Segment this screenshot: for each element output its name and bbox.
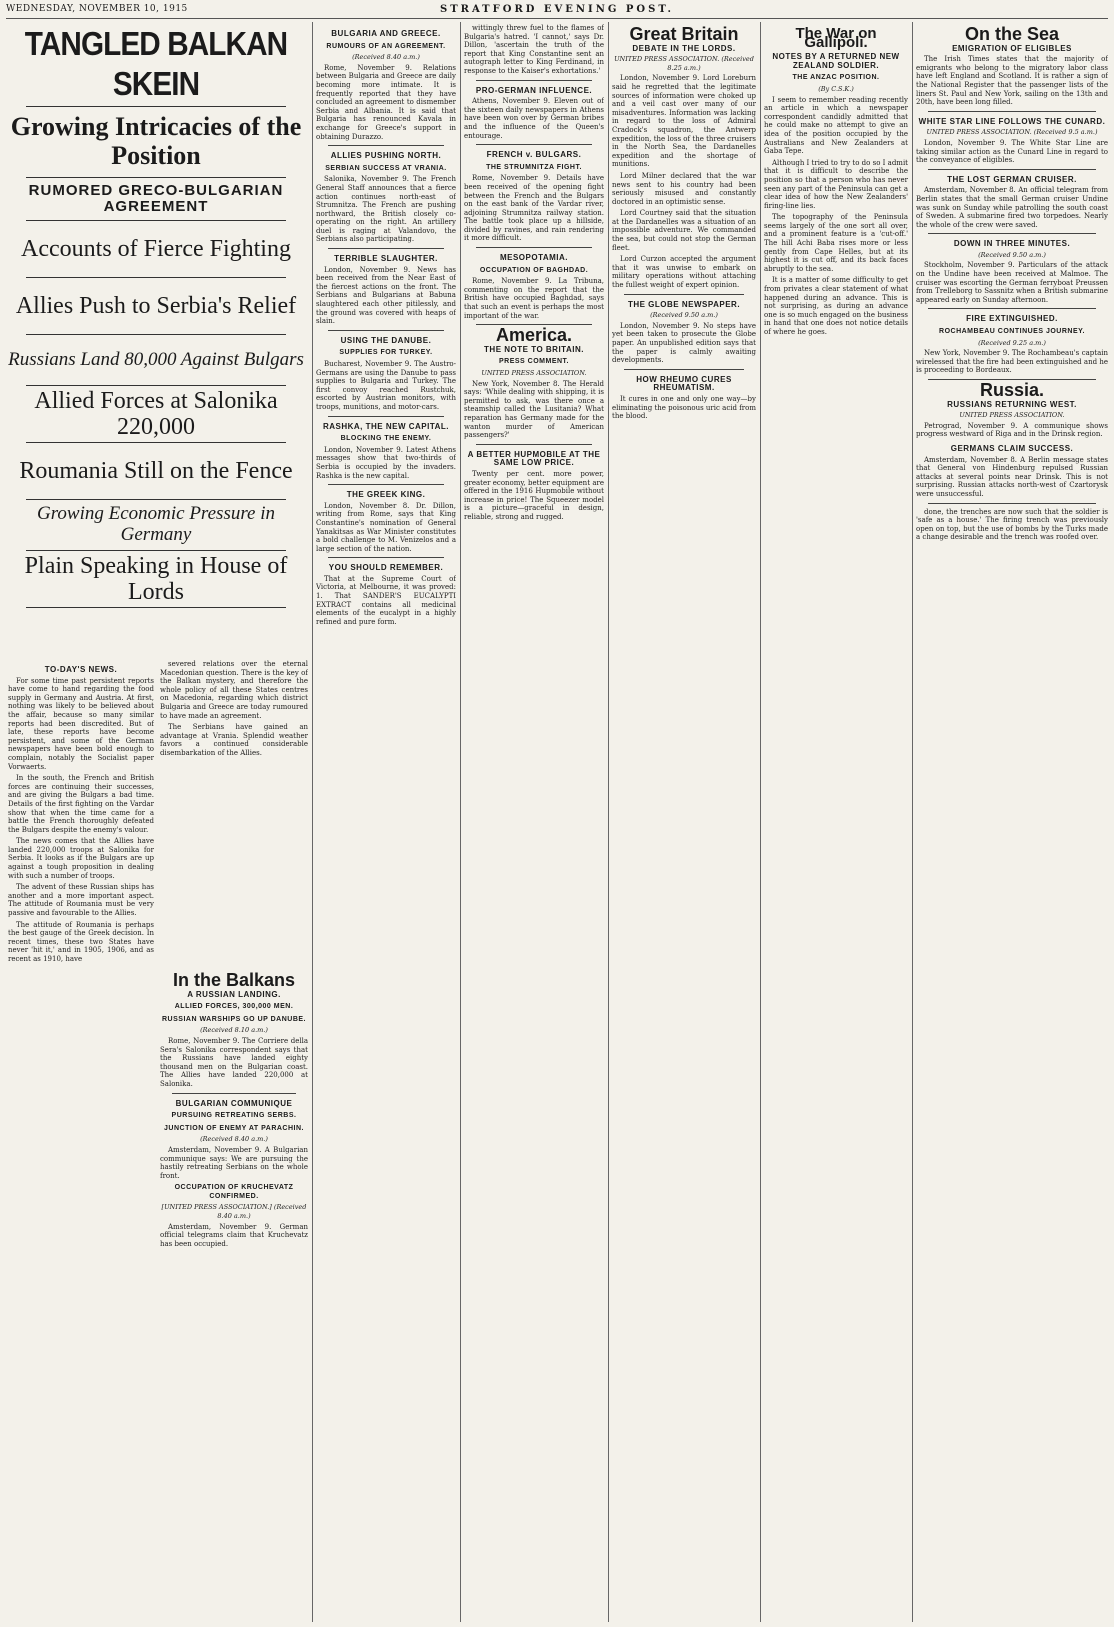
- headline: WHITE STAR LINE FOLLOWS THE CUNARD.: [918, 116, 1106, 126]
- headline: BULGARIAN COMMUNIQUE: [175, 1098, 293, 1108]
- headline: BULGARIA AND GREECE.: [331, 29, 441, 38]
- wire-credit: UNITED PRESS ASSOCIATION.: [481, 369, 587, 377]
- subheadline: JUNCTION OF ENEMY AT PARACHIN.: [164, 1124, 304, 1132]
- gallipoli-column: [764, 24, 908, 1624]
- article-paragraph: Stockholm, November 9. Particulars of the attack on the Undine have been received at Malmoe. The cruiser was escorting the German ferryboat Preussen from Trelleborg to Sassnitz when a British submarine appeared early on Sunday afternoon.: [916, 261, 1108, 304]
- received-time: UNITED PRESS ASSOCIATION. (Received 8.25 a.m.): [614, 55, 754, 72]
- advert-headline: HOW RHEUMO CURES RHEUMATISM.: [636, 374, 732, 393]
- lead-deck: Growing Intricacies of the Position: [10, 112, 302, 170]
- lead-story: [6, 24, 306, 610]
- advert-text: Twenty per cent. more power, greater economy, better equipment are offered in the 1916 Hupmobile without increase in price! The Squeezer model is a picture—graceful in design, reliable, strong and rugged.: [464, 469, 604, 521]
- section-title: On the Sea: [964, 24, 1060, 44]
- headline: RUSSIANS RETURNING WEST.: [947, 399, 1077, 409]
- headline: RASHKA, THE NEW CAPITAL.: [322, 421, 450, 431]
- headline: DEBATE IN THE LORDS.: [632, 43, 736, 53]
- masthead: [6, 4, 1108, 19]
- article-paragraph: Although I tried to try to do so I admit that it is difficult to describe the position so that a person who has never seen any part of the Peninsula can get a clear idea of how the New Zealanders' firing-line lies.: [764, 158, 908, 210]
- great-britain-column: [612, 24, 756, 1624]
- article-paragraph: For some time past persistent reports have come to hand regarding the food supply in Germany and Austria. At first, nothing was likely to be believed about the affair, because so many similar reports had been discredited. But of late, these reports have become persistent, and some of the German newspapers have been bold enough to complain, notably the Socialist paper Vorwaerts.: [8, 676, 154, 771]
- article-paragraph: London, November 9. No steps have yet been taken to prosecute the Globe paper. An unpublished edition says that the paper is calmly awaiting developments.: [612, 321, 756, 365]
- on-the-sea-column: [916, 24, 1108, 1624]
- subheadline: THE STRUMNITZA FIGHT.: [486, 163, 582, 171]
- lead-deck: Plain Speaking in House of Lords: [24, 552, 288, 605]
- headline: THE NOTE TO BRITAIN.: [484, 344, 584, 354]
- article-paragraph: Amsterdam, November 9. A Bulgarian communique says: We are pursuing the hastily retreating Serbians on the whole front.: [160, 1145, 308, 1180]
- article-paragraph: severed relations over the eternal Macedonian question. There is the key of the Balkan mystery, and therefore the whole policy of all these States centres on Macedonia, regarding which district Bulgaria and Greece are today rumoured to have made an agreement.: [160, 660, 308, 720]
- advert-headline: A BETTER HUPMOBILE AT THE SAME LOW PRICE.: [467, 449, 601, 468]
- headline: USING THE DANUBE.: [340, 335, 432, 345]
- subheadline: PURSUING RETREATING SERBS.: [171, 1112, 297, 1120]
- article-paragraph: Salonika, November 9. The French General Staff announces that a fierce action continues north-east of Strumnitza. The French are pushing northward, the British closely co-operating on the right. An artillery duel is raging at Valandovo, the Serbians also participating.: [316, 175, 456, 244]
- article-paragraph: In the south, the French and British forces are continuing their successes, and are giving the Bulgars a bad time. Details of the first fighting on the Vardar show that when the time came for a battle the French thoroughly defeated the Bulgars despite the enemy's valour.: [8, 774, 154, 834]
- article-paragraph: Amsterdam, November 8. A Berlin message states that General von Hindenburg repulsed Russian attacks at several points near Drinsk. This is not surprising. Russian attacks north-west of Czartorysk were unsuccessful.: [916, 455, 1108, 498]
- article-paragraph: That at the Supreme Court of Victoria, at Melbourne, it was proved: 1. That SANDER'S EUCALYPTI EXTRACT contains all medicinal elements of the eucalypt in a highly refined and pure form.: [316, 574, 456, 626]
- article-paragraph: London, November 9. The White Star Line are taking similar action as the Cunard Line in regard to the conveyance of eligibles.: [916, 138, 1108, 165]
- section-heading: TO-DAY'S NEWS.: [44, 665, 118, 674]
- headline: EMIGRATION OF ELIGIBLES: [952, 43, 1072, 53]
- article-paragraph: The attitude of Roumania is perhaps the best gauge of the Greek decision. In recent times, these two States have never 'hit it,' and in 1905, 1906, and as recent as 1910, have: [8, 920, 154, 963]
- newspaper-title: STRATFORD EVENING POST.: [440, 4, 674, 15]
- headline: A RUSSIAN LANDING.: [187, 989, 281, 999]
- article-paragraph: The advent of these Russian ships has another and a more important aspect. The attitude of Roumania must be very passive and favourable to the Allies.: [8, 883, 154, 918]
- received-time: (Received 9.50 a.m.): [650, 311, 718, 320]
- column-divider: [608, 22, 609, 1622]
- article-paragraph: Petrograd, November 9. A communique shows progress westward of Riga and in the Drinsk region.: [916, 421, 1108, 439]
- article-paragraph: The Serbians have gained an advantage at Vrania. Splendid weather favors a continued considerable disembarkation of the Allies.: [160, 723, 308, 757]
- advert-text: It cures in one and only one way—by eliminating the poisonous uric acid from the blood.: [612, 394, 756, 421]
- subheadline: SUPPLIES FOR TURKEY.: [339, 349, 433, 357]
- column-divider: [912, 22, 913, 1622]
- headline: YOU SHOULD REMEMBER.: [328, 563, 444, 573]
- article-paragraph: London, November 9. Latest Athens messages show that two-thirds of Serbia is occupied by the invaders. Rashka is the new capital.: [316, 445, 456, 480]
- column-divider: [760, 22, 761, 1622]
- article-paragraph: Lord Curzon accepted the argument that it was unwise to embark on military operations without attaching the fullest weight of expert opinion.: [612, 255, 756, 290]
- article-paragraph: London, November 9. News has been received from the Near East of the fiercest actions on the front. The Serbians and Bulgarians at Babuna slaughtered each other pitilessly, and the ground was covered with heaps of slain.: [316, 265, 456, 326]
- subheadline: PRESS COMMENT.: [498, 358, 569, 366]
- section-title: Great Britain: [629, 24, 739, 44]
- received-time: (Received 8.40 a.m.): [200, 1135, 268, 1144]
- article-paragraph: New York, November 9. The Rochambeau's captain wirelessed that the fire had been extinguished and he is proceeding to Bordeaux.: [916, 349, 1108, 375]
- article-paragraph: The topography of the Peninsula seems largely of the one sort all over, and a prominent feature is a 'cut-off.' The hill Achi Baba rises more or less gently from Cape Helles, but at its highest it is cut off, and its back faces abruptly to the sea.: [764, 213, 908, 273]
- wire-credit: UNITED PRESS ASSOCIATION.: [959, 411, 1065, 420]
- article-paragraph: Rome, November 9. Details have been received of the opening fight between the French and the Bulgars on the east bank of the Vardar river, adjoining Strumnitza railway station. The battle took place up a hillside, divided by ravines, and rain rendering it more difficult.: [464, 174, 604, 243]
- lead-deck: Roumania Still on the Fence: [19, 457, 293, 484]
- received-time: (Received 8.40 a.m.): [352, 53, 420, 62]
- article-paragraph: I seem to remember reading recently an article in which a newspaper correspondent candidly admitted that he could make no attempt to give an idea of the position occupied by the Australians and New Zealanders at Gaba Tepe.: [764, 95, 908, 156]
- headline: THE GREEK KING.: [346, 490, 426, 500]
- lead-deck: Accounts of Fierce Fighting: [21, 235, 291, 262]
- issue-date: WEDNESDAY, NOVEMBER 10, 1915: [6, 4, 188, 14]
- headline: ALLIES PUSHING NORTH.: [330, 151, 442, 161]
- todays-news-column: [8, 660, 154, 1620]
- column-divider: [460, 22, 461, 1622]
- received-time: (Received 9.50 a.m.): [978, 250, 1046, 259]
- bulgaria-greece-column: [316, 24, 456, 1624]
- article-paragraph: It is a matter of some difficulty to get from privates a clear statement of what happened during an advance. This is not surprising, as during an advance one is so much engaged on the business in hand that one does not notice details of where he goes.: [764, 276, 908, 336]
- section-title: America.: [495, 325, 573, 346]
- article-paragraph: New York, November 8. The Herald says: 'While dealing with shipping, it is permitted to ask, was there once a steamship called the Lusitania? What reparation has Germany made for the wanton murder of American passengers?': [464, 379, 604, 440]
- article-paragraph: Bucharest, November 9. The Austro-Germans are using the Danube to pass supplies to Bulgaria and Turkey. The first convoy reached Rustchuk, escorted by Austrian monitors, with troops, munitions, and motor-cars.: [316, 360, 456, 411]
- headline: NOTES BY A RETURNED NEW ZEALAND SOLDIER.: [772, 52, 900, 70]
- column-divider: [312, 22, 313, 1622]
- article-paragraph: Lord Milner declared that the war news sent to his country had been seriously misused and constantly doctored in an optimistic sense.: [612, 171, 756, 206]
- section-title: Russia.: [979, 380, 1045, 400]
- article-paragraph: Lord Courtney said that the situation at the Dardanelles was a situation of an impossible adventure. We commanded the sea, but could not stop the German fleet.: [612, 209, 756, 252]
- subheadline: ROCHAMBEAU CONTINUES JOURNEY.: [939, 328, 1085, 336]
- received-time: (Received 9.25 a.m.): [978, 338, 1046, 347]
- byline: (By C.S.K.): [818, 84, 854, 93]
- article-paragraph: Rome, November 9. La Tribuna, commenting on the report that the British have occupied Baghdad, says that such an event is perhaps the most important of the war.: [464, 277, 604, 320]
- headline: THE LOST GERMAN CRUISER.: [947, 174, 1077, 184]
- headline: GERMANS CLAIM SUCCESS.: [950, 443, 1074, 453]
- subheadline: SERBIAN SUCCESS AT VRANIA.: [325, 164, 447, 172]
- subheadline: ALLIED FORCES, 300,000 MEN.: [174, 1003, 294, 1011]
- lead-deck: Allies Push to Serbia's Relief: [15, 292, 297, 319]
- headline: FIRE EXTINGUISHED.: [966, 314, 1058, 324]
- received-time: UNITED PRESS ASSOCIATION. (Received 9.5 a.m.): [926, 128, 1098, 137]
- article-paragraph: Amsterdam, November 9. German official telegrams claim that Kruchevatz has been occupied.: [160, 1222, 308, 1248]
- lead-deck: RUMORED GRECO-BULGARIAN AGREEMENT: [28, 181, 284, 215]
- article-paragraph: London, November 9. Lord Loreburn said he regretted that the legitimate sources of information were choked up and a veil cast over many of our misadventures. Information was lacking in regard to the loss of Admiral Cradock's squadron, the Antwerp expedition, the loss of the three cruisers in the North Sea, the Dardanelles expedition and the shortage of munitions.: [612, 74, 756, 169]
- balkans-column: [160, 970, 308, 1620]
- lead-deck: Allied Forces at Salonika 220,000: [34, 387, 278, 440]
- headline: TERRIBLE SLAUGHTER.: [334, 254, 438, 264]
- article-paragraph: Amsterdam, November 8. An official telegram from Berlin states that the small German cruiser Undine was sunk on Sunday while patrolling the south coast of Sweden. A submarine fired two torpedoes. Nearly the whole of the crew were saved.: [916, 186, 1108, 229]
- article-paragraph: The news comes that the Allies have landed 220,000 troops at Salonika for Serbia. It looks as if the Bulgars are up against a tough proposition in dealing with such a number of troops.: [8, 837, 154, 880]
- section-title: In the Balkans: [172, 970, 296, 990]
- article-paragraph: Athens, November 9. Eleven out of the sixteen daily newspapers in Athens have been won over by German bribes and the influence of the Queen's entourage.: [464, 97, 604, 140]
- article-paragraph: Rome, November 9. Relations between Bulgaria and Greece are daily becoming more intimate. It is frequently reported that they have concluded an agreement to dismember Serbia and Albania. It is said that Bulgaria has renounced Kavala in exchange for Greece's support in obtaining Durazzo.: [316, 63, 456, 141]
- headline: DOWN IN THREE MINUTES.: [953, 239, 1071, 249]
- article-paragraph: done, the trenches are now such that the soldier is 'safe as a house.' The firing trench was previously open on top, but the use of bombs by the Turks made a change desirable and the trench was roofed over.: [916, 507, 1108, 542]
- article-paragraph: London, November 8. Dr. Dillon, writing from Rome, says that King Constantine's nomination of General Yanakitsas as War Minister constitutes a bold challenge to M. Venizelos and a large section of the nation.: [316, 501, 456, 553]
- headline: THE GLOBE NEWSPAPER.: [627, 299, 741, 309]
- headline: FRENCH v. BULGARS.: [486, 150, 582, 160]
- lead-deck: Russians Land 80,000 Against Bulgars: [8, 348, 304, 370]
- subheadline: OCCUPATION OF KRUCHEVATZ CONFIRMED.: [174, 1184, 294, 1200]
- headline: PRO-GERMAN INFLUENCE.: [475, 85, 593, 95]
- column-three: [464, 24, 604, 1624]
- subheadline: RUMOURS OF AN AGREEMENT.: [326, 42, 446, 50]
- subheadline: OCCUPATION OF BAGHDAD.: [479, 266, 589, 274]
- section-title: The War on Gallipoli.: [795, 25, 877, 51]
- received-time: (Received 8.10 a.m.): [200, 1026, 268, 1035]
- headline: MESOPOTAMIA.: [499, 253, 569, 263]
- lead-deck: Growing Economic Pressure in Germany: [36, 503, 275, 545]
- article-paragraph: The Irish Times states that the majority of emigrants who belong to the migratory labor class have left England and Scotland. It is rather a sign of the National Register that the passenger lists of the liners St. Paul and New York, sailing on the 13th and 20th, have been long filled.: [916, 55, 1108, 107]
- subheadline: BLOCKING THE ENEMY.: [340, 435, 432, 443]
- article-paragraph: wittingly threw fuel to the flames of Bulgaria's hatred. 'I cannot,' says Dr. Dillon, 'ascertain the truth of the report that King Constantine sent an autograph letter to King Ferdinand, in response to the Kaiser's exhortations.': [464, 24, 604, 75]
- received-time: [UNITED PRESS ASSOCIATION.] (Received 8.40 a.m.): [161, 1203, 307, 1221]
- subheadline: THE ANZAC POSITION.: [792, 74, 880, 82]
- lead-headline: TANGLED BALKAN SKEIN: [24, 25, 288, 102]
- article-paragraph: Rome, November 9. The Corriere della Sera's Salonika correspondent says that the Russians have landed eighty thousand men on the Bulgarian coast. The Allies have landed 220,000 at Salonika.: [160, 1036, 308, 1088]
- subheadline: RUSSIAN WARSHIPS GO UP DANUBE.: [162, 1015, 306, 1023]
- todays-news-continued: [160, 660, 308, 960]
